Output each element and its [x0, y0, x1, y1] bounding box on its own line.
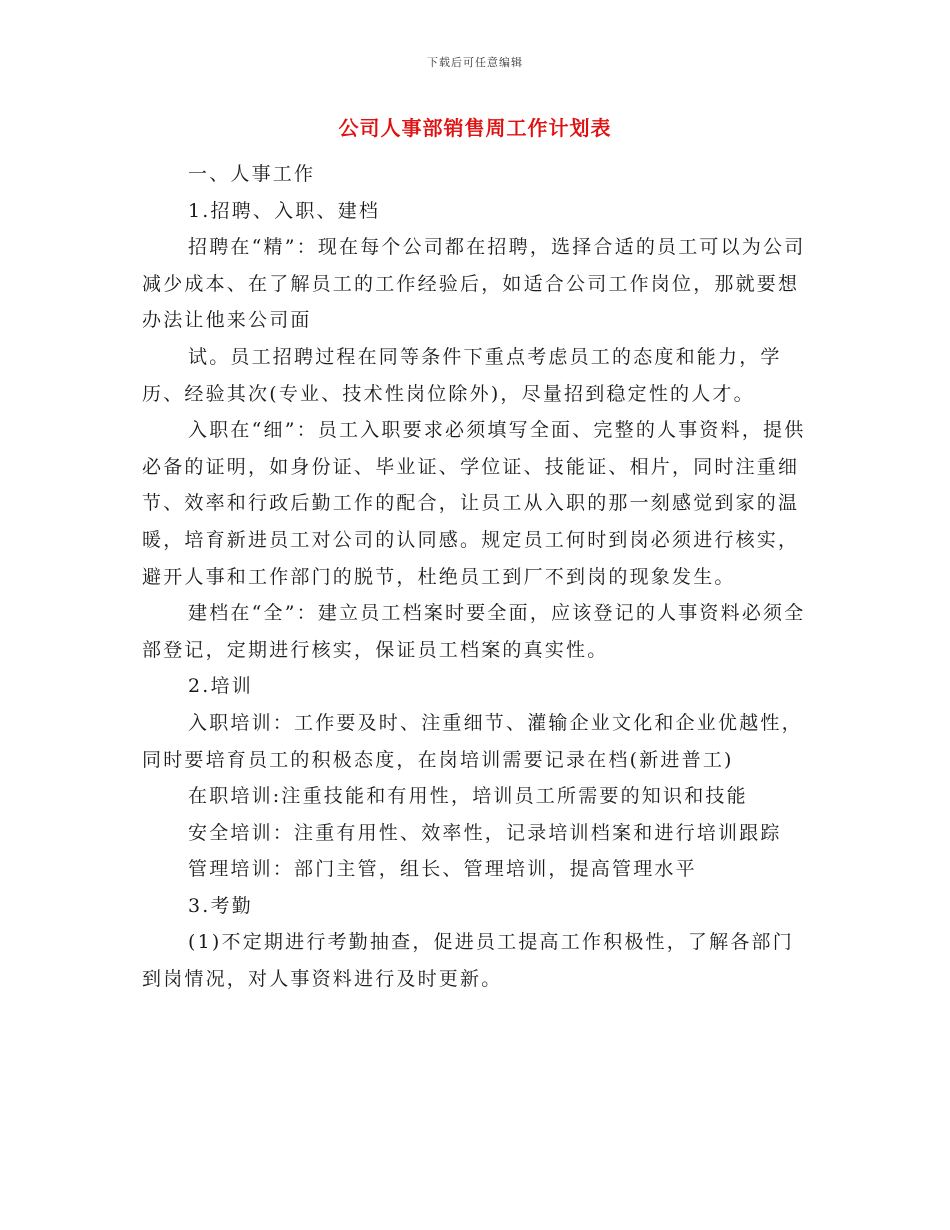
section-heading-hr-work: 一、人事工作 — [188, 163, 316, 185]
paragraph-onboarding-training: 入职培训：工作要及时、注重细节、灌输企业文化和企业优越性，同时要培育员工的积极态度，在岗培训需要记录在档(新进普工) — [142, 711, 803, 771]
paragraph-safety-training: 安全培训：注重有用性、效率性，记录培训档案和进行培训跟踪 — [188, 821, 782, 844]
subsection-heading-training: 2.培训 — [188, 675, 253, 698]
paragraph-attendance-check: (1)不定期进行考勤抽查，促进员工提高工作积极性，了解各部门到岗情况，对人事资料进行及时更新。 — [142, 931, 794, 991]
paragraph-recruitment-interview: 试。员工招聘过程在同等条件下重点考虑员工的态度和能力，学历、经验其次(专业、技术性岗位除外)，尽量招到稳定性的人才。 — [142, 345, 782, 405]
page-header-note: 下载后可任意编辑 — [427, 56, 523, 69]
paragraph-filing-complete: 建档在“全”：建立员工档案时要全面，应该登记的人事资料必须全部登记，定期进行核实，保证员工档案的真实性。 — [142, 602, 806, 661]
paragraph-onboarding-detail: 入职在“细”：员工入职要求必须填写全面、完整的人事资料，提供必备的证明，如身份证、毕业证、学位证、技能证、相片，同时注重细节、效率和行政后勤工作的配合，让员工从入职的那一刻感觉到家的温暖，培育新进员工对公司的认同感。规定员工何时到岗必须进行核实，避开人事和工作部门的脱节，杜绝员工到厂不到岗的现象发生。 — [142, 419, 806, 588]
document-body — [142, 156, 808, 998]
paragraph-recruitment-precise: 招聘在“精”：现在每个公司都在招聘，选择合适的员工可以为公司减少成本、在了解员工的工作经验后，如适合公司工作岗位，那就要想办法让他来公司面 — [142, 236, 806, 332]
paragraph-inservice-training: 在职培训:注重技能和有用性，培训员工所需要的知识和技能 — [188, 785, 748, 808]
paragraph-management-training: 管理培训：部门主管，组长、管理培训，提高管理水平 — [188, 858, 697, 881]
subsection-heading-attendance: 3.考勤 — [188, 894, 253, 917]
document-title: 公司人事部销售周工作计划表 — [338, 116, 612, 140]
subsection-heading-recruitment: 1.招聘、入职、建档 — [188, 199, 381, 222]
